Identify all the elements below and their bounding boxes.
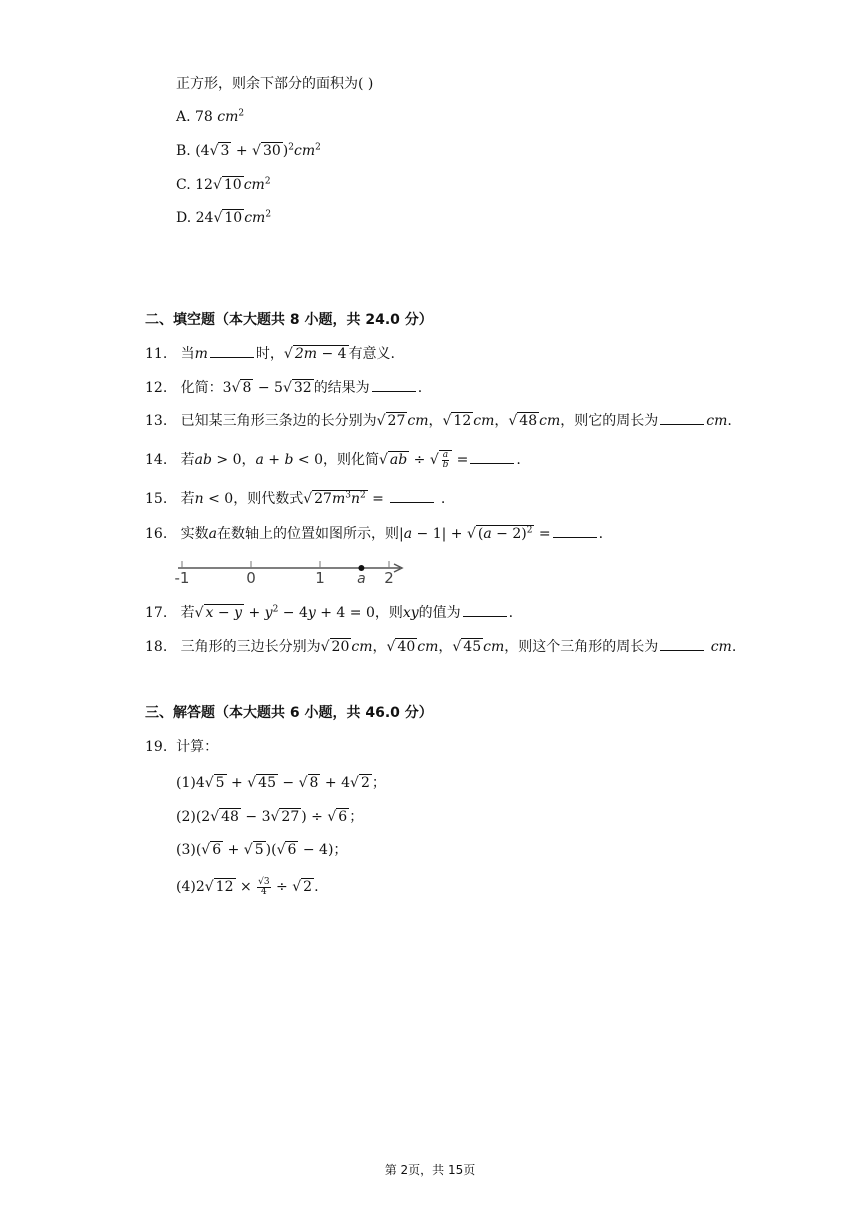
question-19: 19. 计算： [145, 739, 219, 755]
q10-option-c: C. 12√ 10 $cm^2$ [176, 176, 271, 193]
q19-part-1: (1)4√ 5 + √ 45 − √ 8 + 4√ 2 ； [176, 775, 386, 791]
q19-part-4: (4)2√ 12 × $\frac{√3}{4}$ ÷ √ 2 . [176, 876, 319, 897]
number-line-figure [170, 556, 420, 590]
question-14: 14. 若ab > 0，a + b < 0，则化简√ ab ÷ √ $\frac{a}{b}$ = . [145, 449, 521, 470]
question-13: 13. 已知某三角形三条边的长分别为√ 27 cm，√ 12 cm，√ 48 cm，则它的周长为 cm. [145, 410, 732, 431]
q10-option-a: A. 78 $cm^2$ [176, 108, 245, 125]
question-15: 15. 若n < 0，则代数式√ $27m^3n^2$ = . [145, 488, 445, 509]
page-footer: 第 2页，共 15页 [384, 1163, 476, 1177]
number-line-tick-label: 0 [246, 569, 256, 587]
number-line-tick-label: -1 [174, 569, 190, 587]
section-solve-title: 三、解答题（本大题共 6 小题，共 46.0 分） [145, 705, 433, 721]
question-16: 16. 实数a在数轴上的位置如图所示，则|a − 1| + √ $(a - 2)^2$ = . [145, 523, 603, 544]
section-fill-in-title: 二、填空题（本大题共 8 小题，共 24.0 分） [145, 312, 433, 328]
q19-part-3: (3)(√ 6 + √ 5 )(√ 6 − 4)； [176, 842, 348, 858]
question-17: 17. 若√ $x - y + y^2 - 4y + 4 = 0$，则xy的值为 . [145, 602, 513, 623]
question-18: 18. 三角形的三边长分别为√ 20 cm，√ 40 cm，√ 45 cm，则这个三角形的周长为 cm. [145, 636, 736, 657]
q10-stem-continuation: 正方形，则余下部分的面积为( ) [176, 76, 374, 92]
number-line-tick-label: 1 [315, 569, 325, 587]
q19-part-2: (2)(2√ 48 − 3√ 27 ) ÷ √ 6 ； [176, 809, 364, 825]
q10-option-d: D. 24√ 10 $cm^2$ [176, 209, 272, 226]
question-12: 12. 化简：3√ 8 − 5√ 32 的结果为 . [145, 377, 422, 398]
number-line-tick-label: 2 [384, 569, 394, 587]
number-line-point-label: a [357, 571, 366, 587]
question-11: 11. 当m 时，√ 2m − 4 有意义. [145, 343, 395, 364]
q10-option-b: B. (4√ 3 + √ 30 )$^2cm^2$ [176, 142, 321, 159]
